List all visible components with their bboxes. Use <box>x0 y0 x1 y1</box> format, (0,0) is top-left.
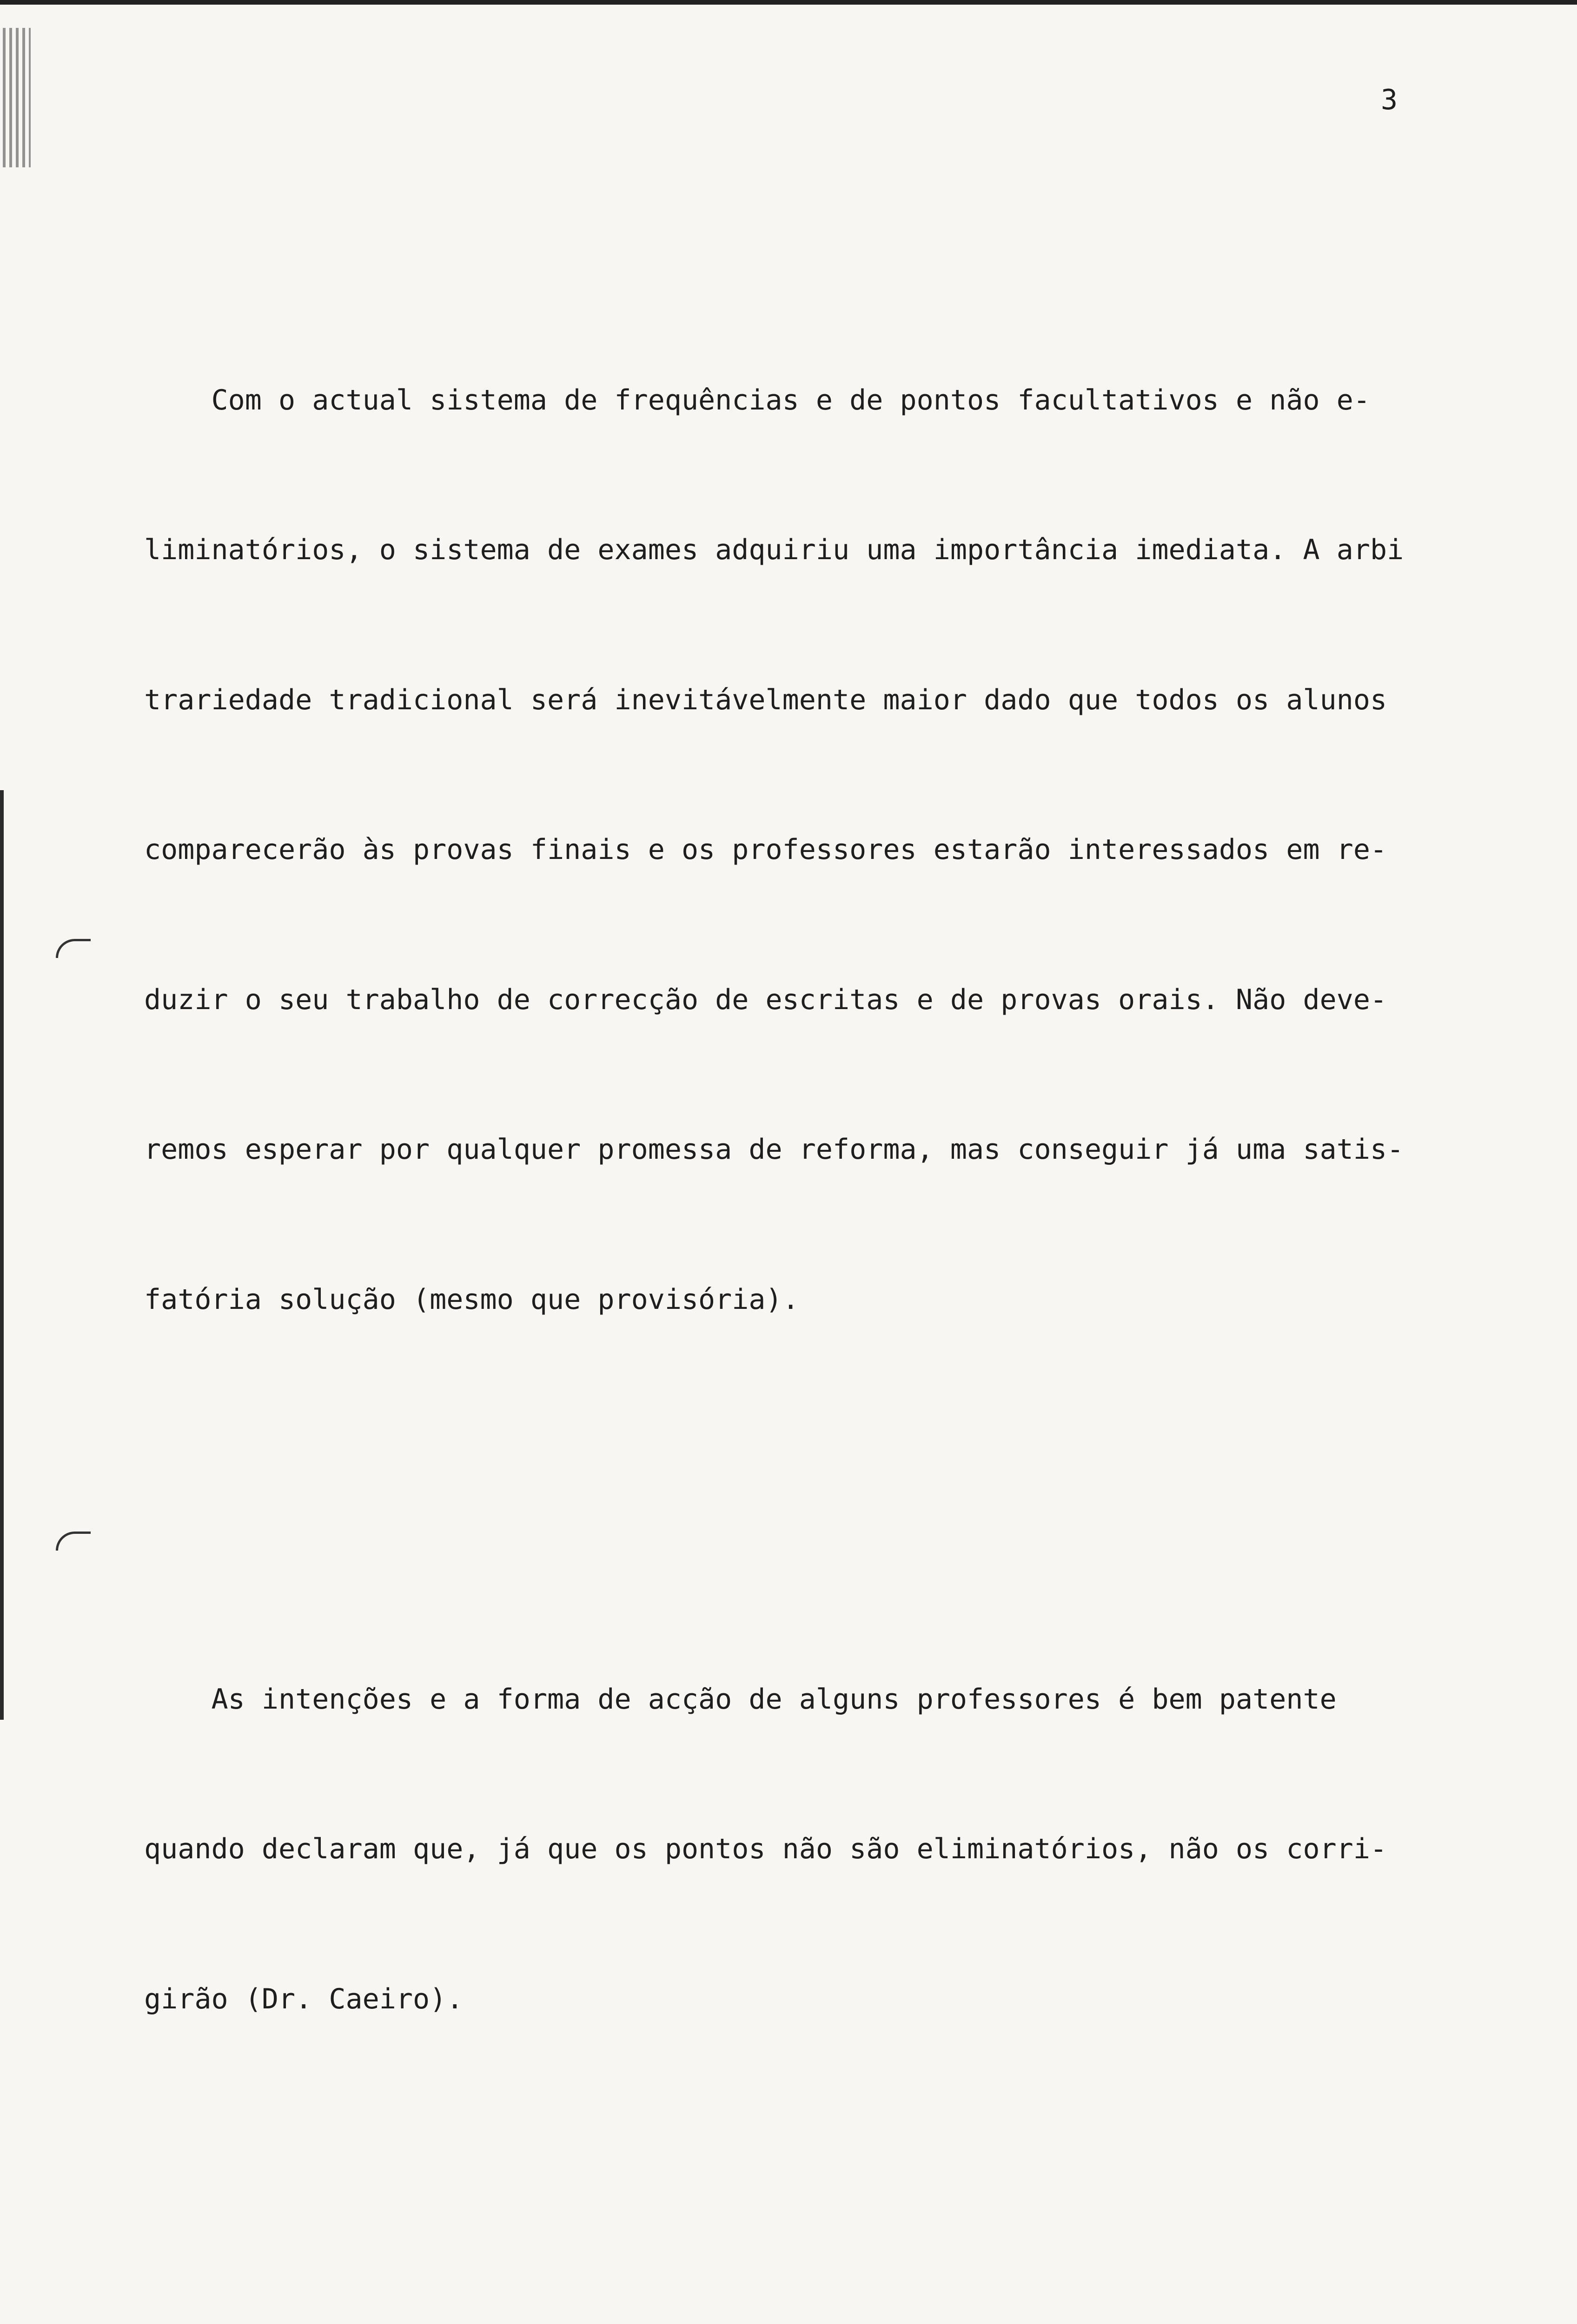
text-line: Com o actual sistema de frequências e de pontos facultativos e não e- <box>144 383 1370 416</box>
paragraph-exam-system <box>144 276 1548 1425</box>
text-line: As intenções e a forma de acção de alguns professores é bem patente <box>144 1683 1337 1716</box>
top-border-line <box>0 0 1577 5</box>
text-line: comparecerão às provas finais e os professores estarão interessados em re- <box>144 833 1387 866</box>
text-line: duzir o seu trabalho de correcção de escritas e de provas orais. Não deve- <box>144 983 1387 1016</box>
margin-mark <box>56 939 91 958</box>
text-line: trariedade tradicional será inevitávelmente maior dado que todos os alunos <box>144 683 1387 716</box>
paragraph-professors-intentions <box>144 1575 1548 2125</box>
blank-line <box>144 2274 1548 2308</box>
document-body <box>144 125 1548 2324</box>
text-line: liminatórios, o sistema de exames adquiriu uma importância imediata. A arbi <box>144 534 1404 566</box>
text-line: fatória solução (mesmo que provisória). <box>144 1283 799 1316</box>
text-line: girão (Dr. Caeiro). <box>144 1982 464 2015</box>
page-number: 3 <box>1381 84 1398 116</box>
margin-mark <box>56 1532 91 1551</box>
scan-artifact <box>3 28 31 167</box>
text-line: quando declaram que, já que os pontos não são eliminatórios, não os corri- <box>144 1833 1387 1865</box>
left-edge-shadow <box>0 790 4 1720</box>
text-line: remos esperar por qualquer promessa de reforma, mas conseguir já uma satis- <box>144 1133 1404 1166</box>
